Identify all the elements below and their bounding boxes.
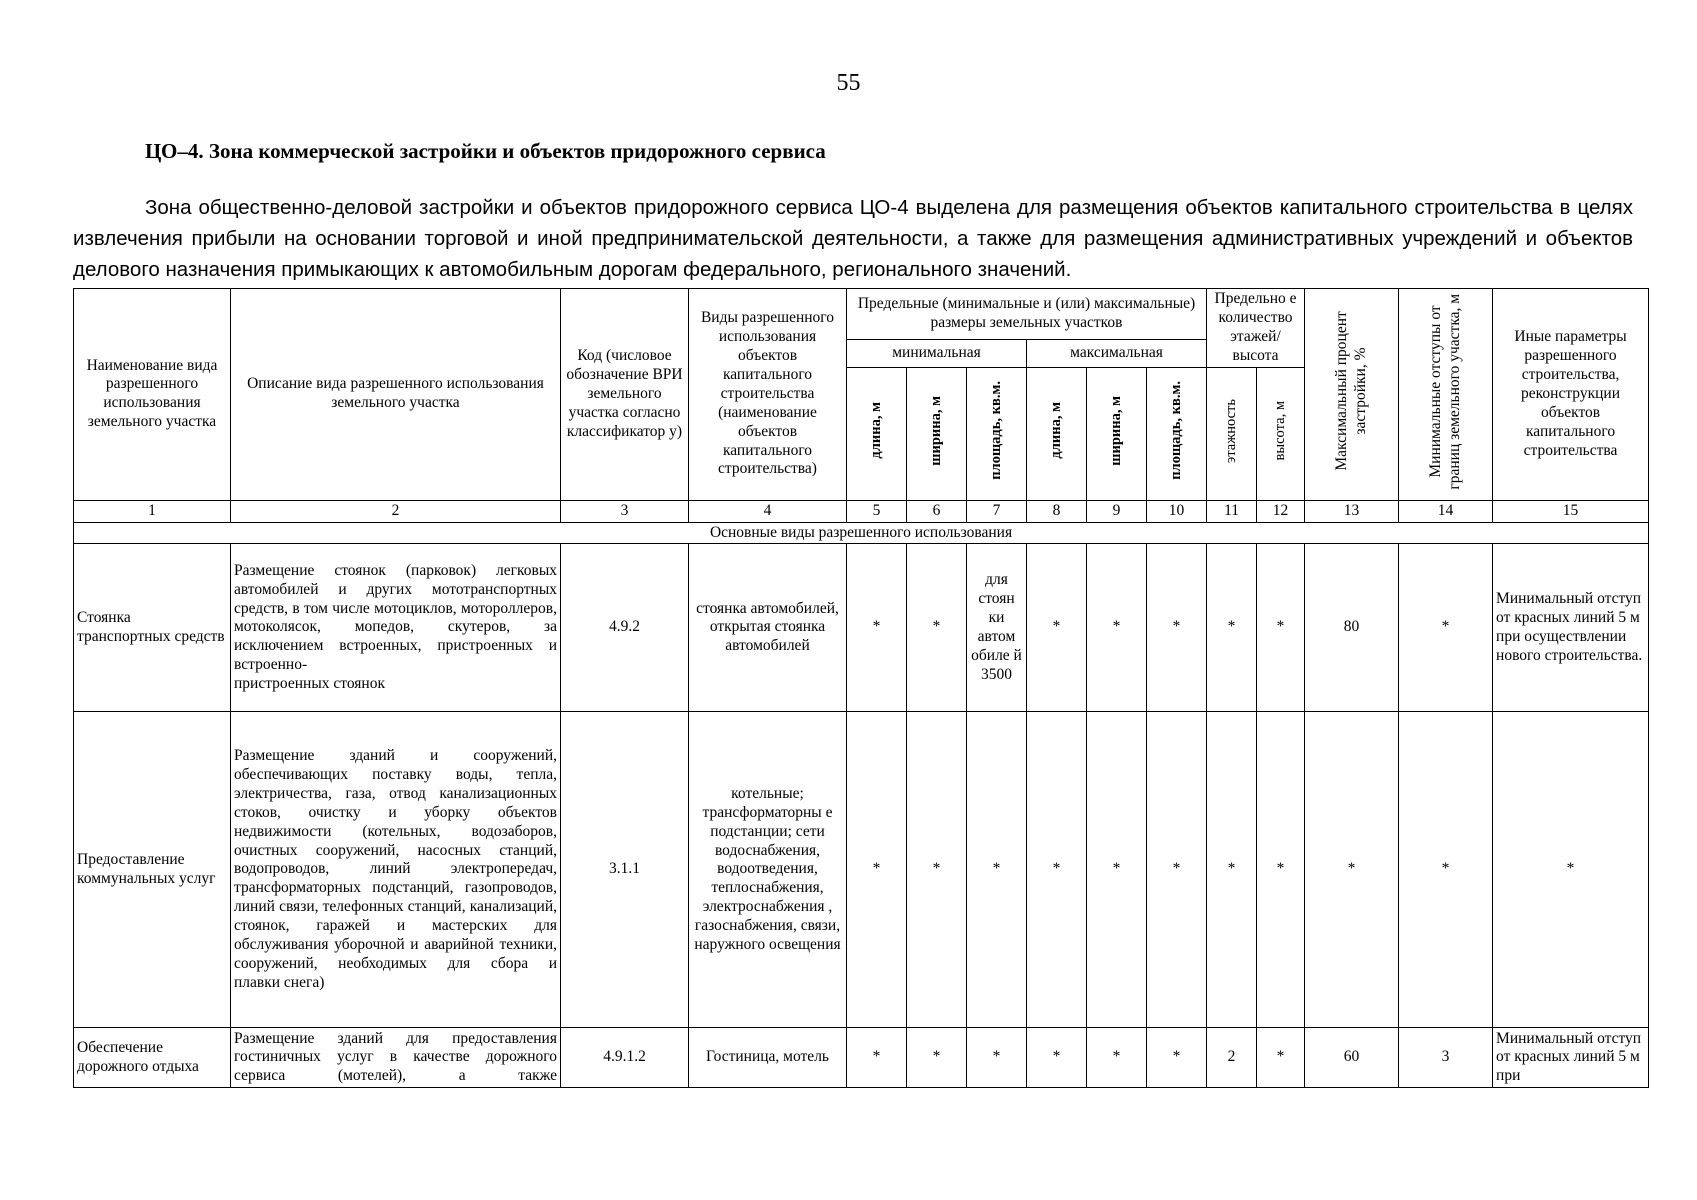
table-row	[74, 544, 1649, 712]
cell-name: Обеспечение дорожного отдыха	[74, 1028, 231, 1088]
col-number: 8	[1027, 500, 1087, 522]
cell-code: 4.9.2	[561, 544, 689, 712]
cell-height: *	[1257, 712, 1305, 1028]
header-max-length: длина, м	[1027, 367, 1087, 500]
header-description: Описание вида разрешенного использования земельного участка	[231, 289, 561, 501]
table-row	[74, 1028, 1649, 1088]
cell-other: Минимальный отступ от красных линий 5 м при	[1493, 1028, 1649, 1088]
col-number: 1	[74, 500, 231, 522]
col-number: 4	[689, 500, 847, 522]
column-numbers-row	[74, 500, 1649, 522]
header-limit-sizes: Предельные (минимальные и (или) максимальные) размеры земельных участков	[847, 289, 1207, 340]
cell-max-length: *	[1027, 1028, 1087, 1088]
cell-description: Размещение зданий для предоставления гостиничных услуг в качестве дорожного сервиса (мотелей), а также	[231, 1028, 561, 1088]
cell-name: Стоянка транспортных средств	[74, 544, 231, 712]
cell-min-width: *	[907, 544, 967, 712]
col-number: 11	[1207, 500, 1257, 522]
cell-min-area: *	[967, 712, 1027, 1028]
cell-setback: 3	[1399, 1028, 1493, 1088]
cell-setback: *	[1399, 712, 1493, 1028]
header-max-width: ширина, м	[1087, 367, 1147, 500]
cell-min-length: *	[847, 1028, 907, 1088]
cell-min-length: *	[847, 712, 907, 1028]
cell-description: Размещение зданий и сооружений, обеспечивающих поставку воды, тепла, электричества, газа, отвод канализационных стоков, очистку и уборку объектов недвижимости (котельных, водозаборов, очистных сооружений, насосных станций, водопроводов, линий электропередач, трансформаторных подстанций, газопроводов, линий связи, телефонных станций, канализаций, стоянок, гаражей и мастерских для обслуживания уборочной и аварийной техники, сооружений, необходимых для сбора и плавки снега)	[231, 712, 561, 1028]
header-objects: Виды разрешенного использования объектов капитального строительства (наименование объектов капитального строительства)	[689, 289, 847, 501]
cell-min-width: *	[907, 712, 967, 1028]
header-min-setback: Минимальные отступы от границ земельного участка, м	[1399, 289, 1493, 501]
cell-other: *	[1493, 712, 1649, 1028]
col-number: 2	[231, 500, 561, 522]
header-max-percent: Максимальный процент застройки, %	[1305, 289, 1399, 501]
cell-max-width: *	[1087, 1028, 1147, 1088]
header-name: Наименование вида разрешенного использования земельного участка	[74, 289, 231, 501]
col-number: 6	[907, 500, 967, 522]
header-minimal: минимальная	[847, 340, 1027, 367]
header-maximal: максимальная	[1027, 340, 1207, 367]
cell-min-length: *	[847, 544, 907, 712]
cell-max-length: *	[1027, 712, 1087, 1028]
cell-other: Минимальный отступ от красных линий 5 м при осуществлении нового строительства.	[1493, 544, 1649, 712]
header-floors-group: Предельно е количество этажей/ высота	[1207, 289, 1305, 368]
col-number: 12	[1257, 500, 1305, 522]
cell-percent: 60	[1305, 1028, 1399, 1088]
cell-max-width: *	[1087, 544, 1147, 712]
header-height: высота, м	[1257, 367, 1305, 500]
cell-max-length: *	[1027, 544, 1087, 712]
cell-objects: Гостиница, мотель	[689, 1028, 847, 1088]
intro-paragraph: Зона общественно-деловой застройки и объектов придорожного сервиса ЦО-4 выделена для размещения объектов капитального строительства в целях извлечения прибыли на основании торговой и иной предпринимательской деятельности, а также для размещения административных учреждений и объектов делового назначения примыкающих к автомобильным дорогам федерального, регионального значений.	[73, 196, 1633, 281]
cell-height: *	[1257, 544, 1305, 712]
cell-floors: *	[1207, 544, 1257, 712]
col-number: 14	[1399, 500, 1493, 522]
table-row	[74, 712, 1649, 1028]
cell-floors: 2	[1207, 1028, 1257, 1088]
col-number: 3	[561, 500, 689, 522]
cell-objects: котельные; трансформаторны е подстанции; сети водоснабжения, водоотведения, теплоснабжения, электроснабжения , газоснабжения, связи, наружного освещения	[689, 712, 847, 1028]
cell-floors: *	[1207, 712, 1257, 1028]
cell-min-area: для стоян ки автом обиле й 3500	[967, 544, 1027, 712]
cell-max-area: *	[1147, 712, 1207, 1028]
cell-percent: *	[1305, 712, 1399, 1028]
cell-code: 4.9.1.2	[561, 1028, 689, 1088]
cell-max-area: *	[1147, 1028, 1207, 1088]
cell-objects: стоянка автомобилей, открытая стоянка автомобилей	[689, 544, 847, 712]
cell-max-width: *	[1087, 712, 1147, 1028]
cell-description: Размещение стоянок (парковок) легковых автомобилей и других мототранспортных средств, в том числе мотоциклов, мотороллеров, мотоколясок, мопедов, скутеров, за исключением встроенных, пристроенных и встроенно- пристроенных стоянок	[231, 544, 561, 712]
header-floors: этажность	[1207, 367, 1257, 500]
col-number: 10	[1147, 500, 1207, 522]
cell-percent: 80	[1305, 544, 1399, 712]
zoning-table	[73, 288, 1649, 1088]
header-other: Иные параметры разрешенного строительства, реконструкции объектов капитального строительства	[1493, 289, 1649, 501]
cell-max-area: *	[1147, 544, 1207, 712]
header-min-area: площадь, кв.м.	[967, 367, 1027, 500]
col-number: 5	[847, 500, 907, 522]
cell-min-area: *	[967, 1028, 1027, 1088]
section-title-row: Основные виды разрешенного использования	[74, 522, 1649, 544]
col-number: 13	[1305, 500, 1399, 522]
col-number: 9	[1087, 500, 1147, 522]
header-min-width: ширина, м	[907, 367, 967, 500]
cell-name: Предоставление коммунальных услуг	[74, 712, 231, 1028]
page-number: 55	[836, 70, 861, 96]
header-max-area: площадь, кв.м.	[1147, 367, 1207, 500]
cell-code: 3.1.1	[561, 712, 689, 1028]
col-number: 15	[1493, 500, 1649, 522]
col-number: 7	[967, 500, 1027, 522]
cell-height: *	[1257, 1028, 1305, 1088]
cell-setback: *	[1399, 544, 1493, 712]
section-heading: ЦО–4. Зона коммерческой застройки и объектов придорожного сервиса	[145, 139, 826, 163]
cell-min-width: *	[907, 1028, 967, 1088]
header-code: Код (числовое обозначение ВРИ земельного участка согласно классификатор у)	[561, 289, 689, 501]
header-min-length: длина, м	[847, 367, 907, 500]
